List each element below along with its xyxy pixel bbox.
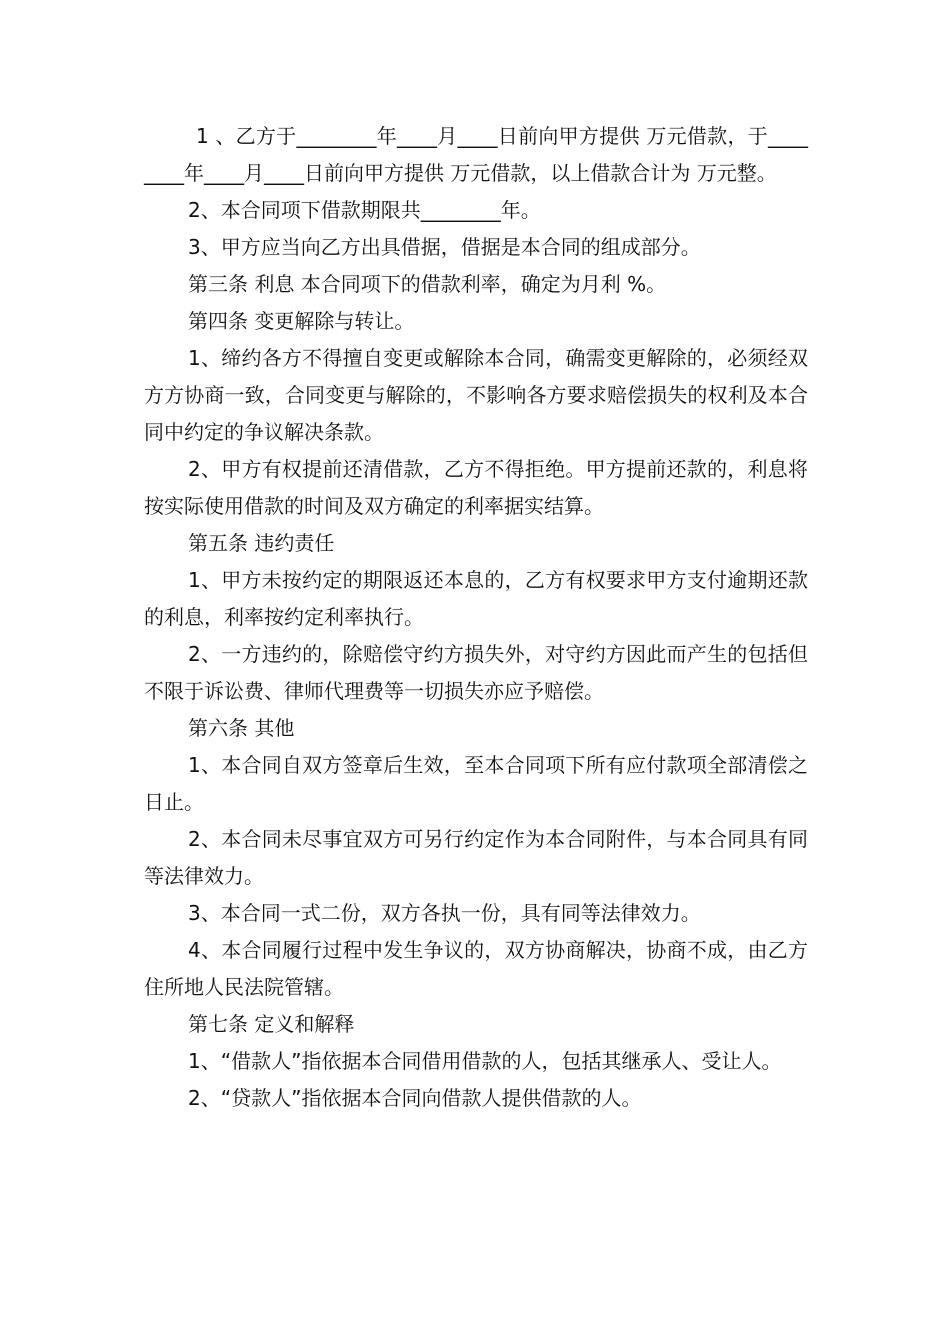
paragraph-early-repayment: 2、甲方有权提前还清借款，乙方不得拒绝。甲方提前还款的，利息将按实际使用借款的时间及双方确定的利率据实结算。 (144, 457, 808, 518)
document-body (144, 118, 808, 1117)
paragraph-supplementary-terms: 2、本合同未尽事宜双方可另行约定作为本合同附件，与本合同具有同等法律效力。 (144, 827, 808, 888)
article-3-interest: 第三条 利息 本合同项下的借款利率，确定为月利 %。 (188, 272, 667, 296)
article-4-heading: 第四条 变更解除与转让。 (188, 309, 415, 333)
article-7-heading: 第七条 定义和解释 (188, 1012, 355, 1036)
paragraph-loan-term: 2、本合同项下借款期限共________年。 (188, 198, 541, 222)
paragraph-receipt: 3、甲方应当向乙方出具借据，借据是本合同的组成部分。 (188, 235, 701, 259)
article-5-heading: 第五条 违约责任 (188, 531, 335, 555)
paragraph-breach-compensation: 2、一方违约的，除赔偿守约方损失外，对守约方因此而产生的包括但不限于诉讼费、律师代理费等一切损失亦应予赔偿。 (144, 642, 808, 703)
paragraph-borrower-definition: 1、“借款人”指依据本合同借用借款的人，包括其继承人、受让人。 (188, 1049, 782, 1073)
paragraph-lender-definition: 2、“贷款人”指依据本合同向借款人提供借款的人。 (188, 1086, 642, 1110)
paragraph-overdue-interest: 1、甲方未按约定的期限返还本息的，乙方有权要求甲方支付逾期还款的利息，利率按约定利率执行。 (144, 568, 808, 629)
article-6-heading: 第六条 其他 (188, 716, 295, 740)
paragraph-loan-disbursement: 1 、乙方于________年____月____日前向甲方提供 万元借款，于________年____月____日前向甲方提供 万元借款，以上借款合计为 万元整。 (144, 124, 808, 185)
paragraph-dispute-resolution: 4、本合同履行过程中发生争议的，双方协商解决，协商不成，由乙方住所地人民法院管辖。 (144, 938, 808, 999)
paragraph-effective-date: 1、本合同自双方签章后生效，至本合同项下所有应付款项全部清偿之日止。 (144, 753, 808, 814)
paragraph-no-unilateral-change: 1、缔约各方不得擅自变更或解除本合同，确需变更解除的，必须经双方方协商一致，合同变更与解除的，不影响各方要求赔偿损失的权利及本合同中约定的争议解决条款。 (144, 346, 808, 444)
paragraph-copies: 3、本合同一式二份，双方各执一份，具有同等法律效力。 (188, 901, 701, 925)
